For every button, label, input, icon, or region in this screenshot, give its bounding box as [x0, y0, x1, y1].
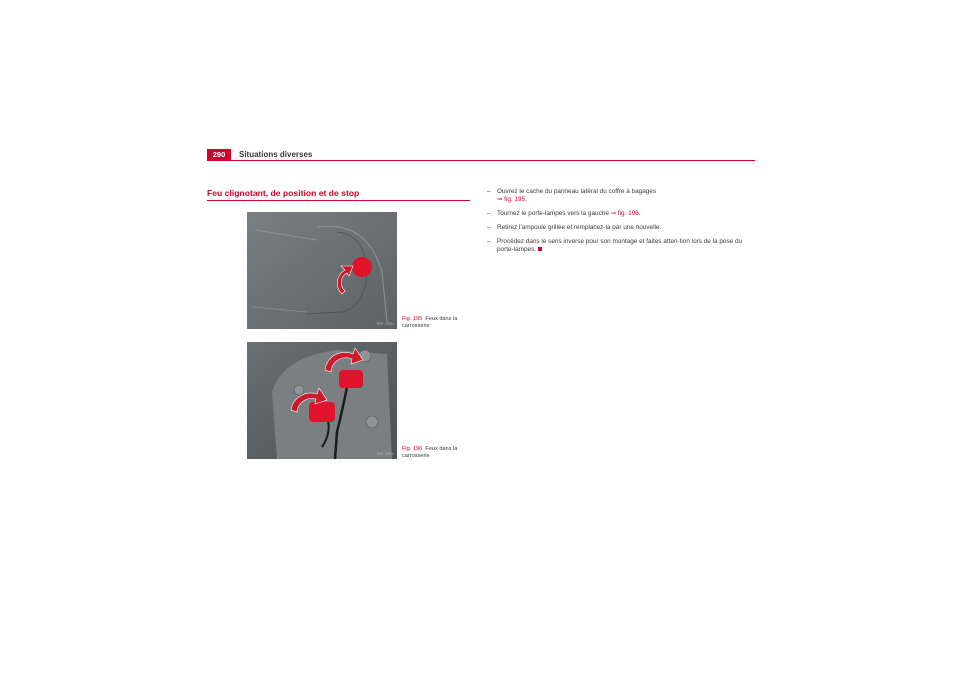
figure-number: Fig. 195 [402, 316, 423, 322]
list-item [487, 188, 757, 205]
lamp-holder-lower [309, 402, 335, 422]
figure-196-image [247, 342, 397, 459]
lamp-holder-upper [339, 370, 363, 388]
figure-reference-link[interactable]: ⇒ fig. 195 [497, 196, 526, 204]
cover-button [352, 257, 372, 277]
figure-195-caption [402, 316, 472, 329]
header-rule [207, 160, 755, 161]
list-dash: – [487, 210, 491, 218]
list-dash: – [487, 237, 491, 245]
section-title: Feu clignotant, de position et de stop [207, 188, 360, 198]
step-text: Retirez l'ampoule grillée et remplacez-la par une nouvelle. [497, 224, 662, 231]
list-item [487, 210, 757, 218]
running-title: Situations diverses [239, 150, 313, 159]
instruction-list [487, 188, 757, 260]
figure-number: Fig. 196 [402, 446, 423, 452]
step-text: Procédez dans le sens inverse pour son montage et faites atten-tion lors de la pose du porte-lampes. [497, 237, 743, 254]
figure-code: B5P-0332 [377, 452, 394, 456]
figure-caption-text: Feux dans la carrosserie [402, 446, 458, 459]
lamp-holder-illustration [247, 342, 397, 459]
page-number: 290 [207, 149, 231, 161]
end-of-section-icon [538, 247, 542, 251]
section-rule [207, 200, 470, 201]
step-tail: . [638, 210, 641, 218]
step-text: Tournez le porte-lampes vers la gauche [497, 210, 611, 218]
trim-panel-illustration [247, 212, 397, 329]
figure-caption-text: Feux dans la carrosserie [402, 316, 458, 329]
figure-code: B5P-0331 [377, 322, 394, 326]
figure-reference-link[interactable]: ⇒ fig. 196 [610, 210, 639, 218]
step-text: Ouvrez le cache du panneau latéral du coffre à bagages [497, 188, 657, 195]
list-item [487, 238, 757, 255]
step-tail: . [525, 196, 527, 204]
list-item [487, 224, 757, 232]
figure-196-caption [402, 446, 472, 459]
list-dash: – [487, 188, 491, 195]
list-dash: – [487, 224, 491, 231]
figure-195-image [247, 212, 397, 329]
